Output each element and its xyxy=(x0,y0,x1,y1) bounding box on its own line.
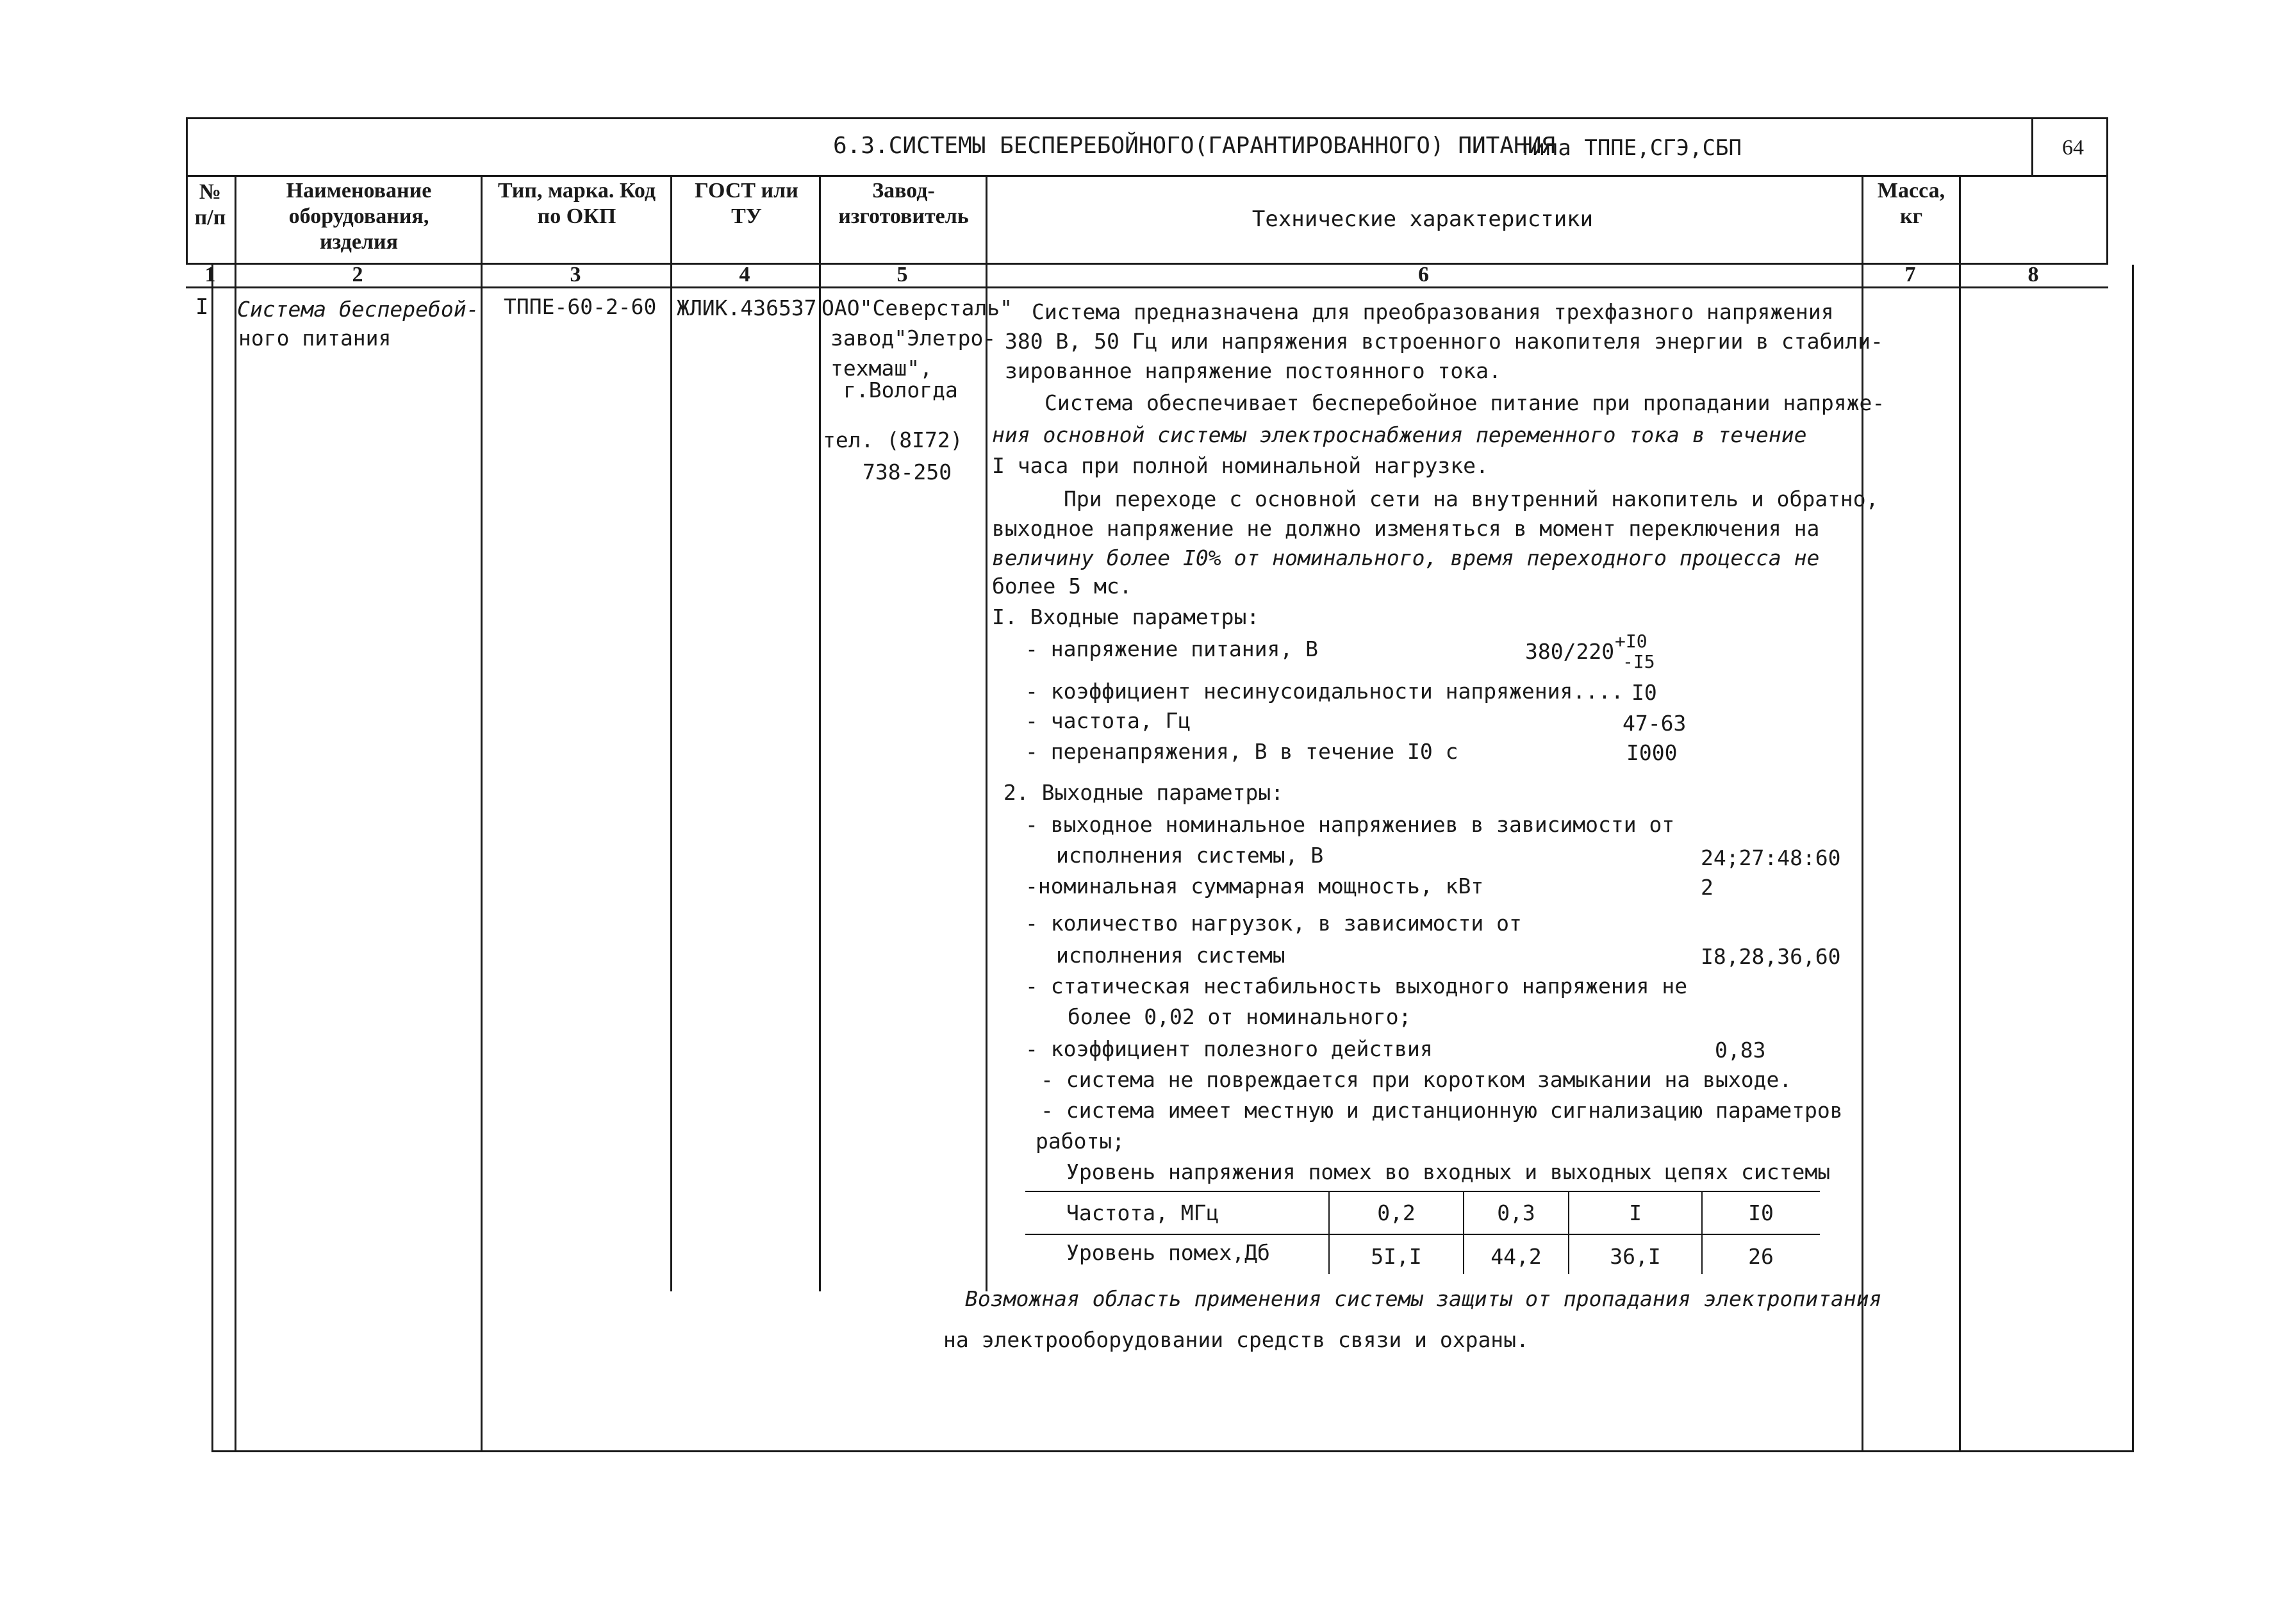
spec-intro-line3: зированное напряжение постоянного тока. xyxy=(1005,358,1501,383)
noise-table-frequency-4: I0 xyxy=(1748,1200,1774,1225)
frame-right-lower-line xyxy=(2132,265,2134,1452)
output-param-efficiency-label: - коэффициент полезного действия xyxy=(1025,1036,1433,1061)
noise-table-level-4: 26 xyxy=(1748,1244,1774,1269)
output-param-power-value: 2 xyxy=(1701,875,1714,900)
header-number-line2: п/п xyxy=(194,206,226,229)
row-maker-line3: техмаш", xyxy=(830,356,932,381)
col-divider-1 xyxy=(235,176,236,1452)
header-maker: Завод-изготовитель xyxy=(838,179,969,228)
input-param-voltage-tolerance-minus: -I5 xyxy=(1623,651,1655,672)
col-divider-7 xyxy=(1959,176,1961,1452)
column-number-row-bottom-line xyxy=(186,286,2108,288)
input-param-overvoltage-value: I000 xyxy=(1626,740,1678,765)
row-maker-line1: ОАО"Северсталь" xyxy=(822,295,1013,320)
header-number xyxy=(187,179,233,231)
noise-table-frequency-label: Частота, МГц xyxy=(1066,1200,1219,1225)
column-number-7: 7 xyxy=(1904,263,1916,286)
output-param-efficiency-value: 0,83 xyxy=(1715,1038,1766,1063)
frame-top-line xyxy=(186,117,2108,119)
col-divider-6 xyxy=(1862,176,1863,1452)
application-line1: Возможная область применения системы защиты от пропадания электропитания xyxy=(965,1286,1882,1311)
input-param-thd-label: - коэффициент несинусоидальности напряжения.... xyxy=(1025,679,1624,704)
header-name: Наименование оборудования, изделия xyxy=(286,179,432,254)
spec-intro-line10: более 5 мс. xyxy=(992,574,1132,599)
output-param-voltage-label: - выходное номинальное напряжениев в зависимости от xyxy=(1025,812,1675,837)
spec-intro-line1: Система предназначена для преобразования трехфазного напряжения xyxy=(1032,299,1834,324)
spec-intro-line9: величину более I0% от номинального, время переходного процесса не xyxy=(992,545,1820,570)
noise-table-col-1 xyxy=(1328,1191,1330,1274)
spec-intro-line7: При переходе с основной сети на внутренний накопитель и обратно, xyxy=(1064,486,1879,511)
row-maker-line4: г.Вологда xyxy=(843,377,958,402)
note-short-circuit: - система не повреждается при коротком замыкании на выходе. xyxy=(1041,1067,1792,1092)
output-param-loads-label: - количество нагрузок, в зависимости от xyxy=(1025,911,1522,936)
row-name-line1: Система бесперебой- xyxy=(237,297,479,322)
output-param-power-label: -номинальная суммарная мощность, кВт xyxy=(1025,874,1484,899)
noise-table-level-2: 44,2 xyxy=(1491,1244,1542,1269)
row-maker-line2: завод"Элетро- xyxy=(830,326,996,351)
output-param-instability-label2: более 0,02 от номинального; xyxy=(1068,1004,1412,1029)
col-divider-2 xyxy=(481,176,483,1452)
output-param-loads-label2: исполнения системы xyxy=(1056,943,1285,968)
title-row-bottom-line xyxy=(186,175,2108,177)
input-param-voltage-value: 380/220 xyxy=(1525,639,1615,664)
header-number-line1: № xyxy=(199,180,222,204)
spec-intro-line4: Система обеспечивает бесперебойное питание при пропадании напряже- xyxy=(1045,390,1885,415)
spec-intro-line8: выходное напряжение не должно изменяться в момент переключения на xyxy=(992,516,1820,541)
page-number-cell-line xyxy=(2031,117,2033,176)
input-param-thd-value: I0 xyxy=(1631,680,1657,705)
section-title: 6.3.СИСТЕМЫ БЕСПЕРЕБОЙНОГО(ГАРАНТИРОВАННОГО) ПИТАНИЯ xyxy=(833,133,1556,159)
row-maker-line5: тел. (8I72) xyxy=(823,427,963,452)
output-param-loads-value: I8,28,36,60 xyxy=(1701,944,1841,969)
input-param-overvoltage-label: - перенапряжения, В в течение I0 с xyxy=(1025,739,1458,764)
output-params-title: 2. Выходные параметры: xyxy=(1003,780,1284,805)
header-gost: ГОСТ или ТУ xyxy=(695,179,798,228)
application-line2: на электрооборудовании средств связи и охраны. xyxy=(943,1327,1529,1352)
noise-table-middle-line xyxy=(1025,1234,1820,1235)
frame-right-line xyxy=(2106,117,2108,265)
noise-table-frequency-1: 0,2 xyxy=(1377,1200,1416,1225)
input-param-frequency-label: - частота, Гц xyxy=(1025,708,1191,733)
noise-table-level-1: 5I,I xyxy=(1371,1244,1422,1269)
output-param-voltage-value: 24;27:48:60 xyxy=(1701,845,1841,870)
column-number-2: 2 xyxy=(352,263,363,286)
input-params-title: I. Входные параметры: xyxy=(992,604,1260,629)
column-number-4: 4 xyxy=(739,263,750,286)
column-number-8: 8 xyxy=(2027,263,2039,286)
row-maker-line6: 738-250 xyxy=(863,460,952,485)
column-number-5: 5 xyxy=(896,263,908,286)
spec-intro-line5: ния основной системы электроснабжения переменного тока в течение xyxy=(992,422,1807,447)
input-param-voltage-label: - напряжение питания, В xyxy=(1025,636,1318,661)
note-signaling: - система имеет местную и дистанционную сигнализацию параметров xyxy=(1041,1098,1843,1123)
column-number-3: 3 xyxy=(570,263,581,286)
noise-table-frequency-3: I xyxy=(1629,1200,1642,1225)
noise-table-title: Уровень напряжения помех во входных и выходных цепях системы xyxy=(1066,1159,1831,1184)
header-type: Тип, марка. Код по ОКП xyxy=(497,179,656,228)
noise-table-col-2 xyxy=(1463,1191,1464,1274)
col-divider-4 xyxy=(819,176,821,1291)
note-signaling-end: работы; xyxy=(1036,1129,1125,1154)
row-gost: ЖЛИК.436537 xyxy=(677,295,817,320)
header-mass: Масса, кг xyxy=(1877,179,1945,228)
noise-table-top-line xyxy=(1025,1191,1820,1192)
input-param-frequency-value: 47-63 xyxy=(1623,711,1687,736)
noise-table-frequency-2: 0,3 xyxy=(1497,1200,1535,1225)
noise-table-col-3 xyxy=(1568,1191,1569,1274)
frame-bottom-line xyxy=(211,1450,2134,1452)
noise-table-level-3: 36,I xyxy=(1610,1244,1661,1269)
output-param-voltage-label2: исполнения системы, В xyxy=(1056,843,1324,868)
frame-left-lower-line xyxy=(211,265,213,1452)
section-type: типа ТППЕ,СГЭ,СБП xyxy=(1519,135,1742,161)
row-number: I xyxy=(195,294,209,320)
output-param-instability-label: - статическая нестабильность выходного напряжения не xyxy=(1025,974,1688,998)
row-type: ТППЕ-60-2-60 xyxy=(504,294,657,319)
spec-intro-line6: I часа при полной номинальной нагрузке. xyxy=(992,453,1489,478)
noise-table-col-4 xyxy=(1701,1191,1703,1274)
col-divider-3 xyxy=(670,176,672,1291)
column-number-6: 6 xyxy=(1418,263,1429,286)
column-number-1: 1 xyxy=(204,263,216,286)
page-number: 64 xyxy=(2062,136,2084,160)
spec-intro-line2: 380 В, 50 Гц или напряжения встроенного накопителя энергии в стабили- xyxy=(1005,329,1883,354)
noise-table-level-label: Уровень помех,Дб xyxy=(1066,1240,1270,1265)
row-name-line2: ного питания xyxy=(238,326,392,351)
input-param-voltage-tolerance-plus: +I0 xyxy=(1615,631,1648,652)
header-specs: Технические характеристики xyxy=(1251,206,1594,232)
